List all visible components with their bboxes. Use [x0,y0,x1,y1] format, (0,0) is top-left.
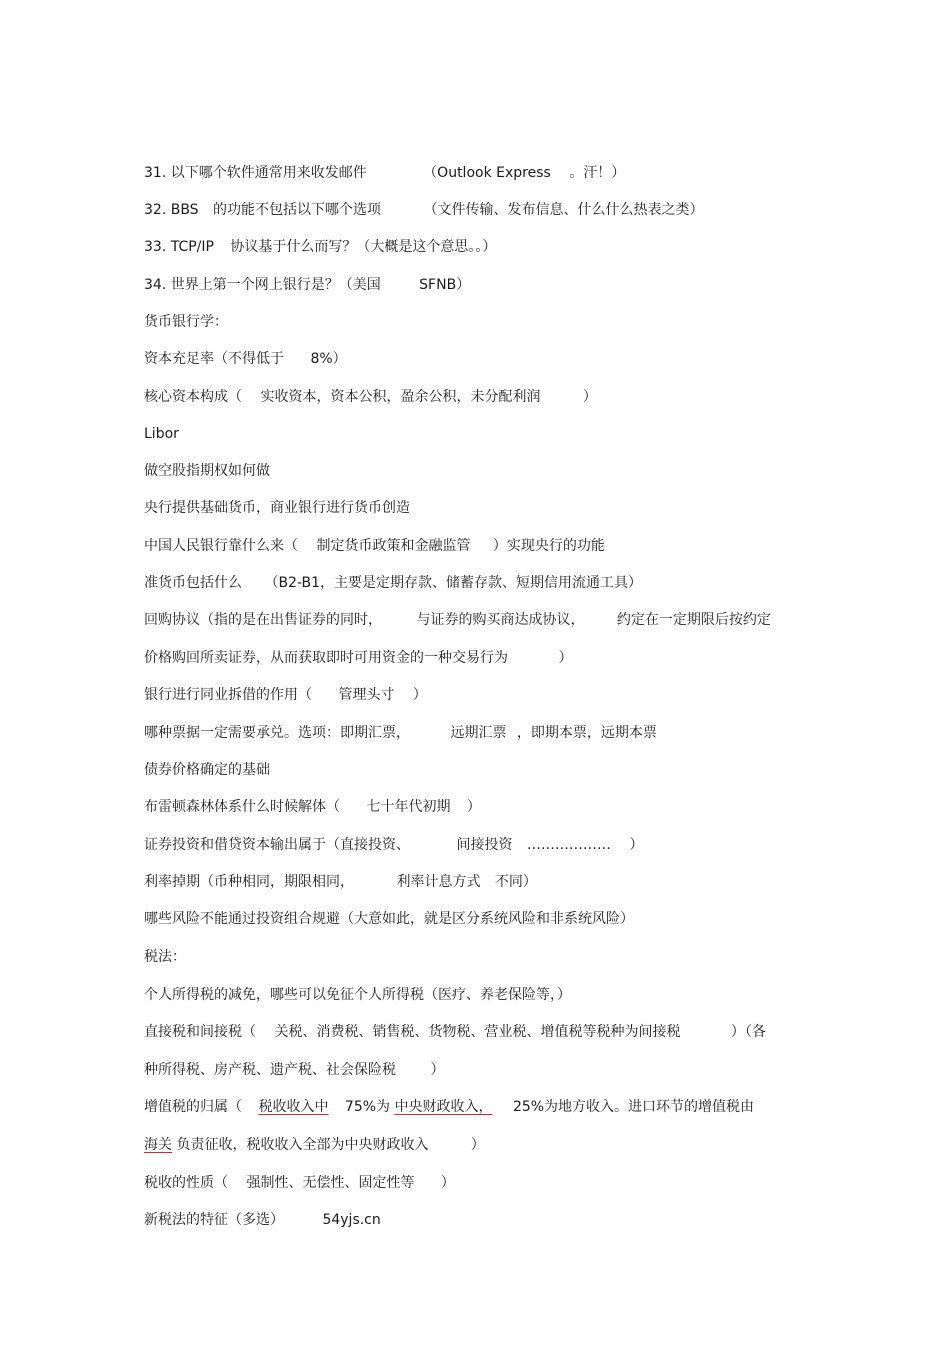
item-bretton-woods [144,796,834,818]
item-bretton-woods-answer: 七十年代初期 [366,799,451,815]
item-capital-export-text: 证券投资和借贷资本输出属于（直接投资、 [144,837,410,853]
item-direct-indirect-tax-close: ） [430,1062,445,1078]
item-systematic-risk [144,908,834,930]
item-interbank-lending-answer: 管理头寸 [338,687,395,703]
question-32 [144,199,834,221]
item-capital-adequacy [144,348,834,370]
item-interbank-lending-text: 银行进行同业拆借的作用（ [144,687,312,703]
item-acceptance-options: ，即期本票，远期本票 [516,725,657,741]
question-31-note: 。汗！） [569,165,626,181]
item-tax-nature [144,1172,834,1194]
question-34 [144,274,834,296]
section-heading-tax-law-text: 税法： [144,949,186,965]
item-repo-text-2: 与证券的购买商达成协议， [416,612,585,628]
item-pboc-function [144,535,834,557]
item-tax-nature-answer: 强制性、无偿性、固定性等 [246,1175,415,1191]
item-repo-line2 [144,647,834,669]
item-rate-swap-answer: 利率计息方式 [396,874,481,890]
item-interbank-lending-close: ） [412,687,427,703]
item-repo-line1 [144,609,834,631]
item-base-money [144,497,834,519]
item-bond-price [144,759,834,781]
item-systematic-risk-text: 哪些风险不能通过投资组合规避（大意如此，就是区分系统风险和非系统风险） [144,911,634,927]
item-capital-export-close: ） [629,837,644,853]
item-core-capital-close: ） [582,389,597,405]
item-direct-indirect-tax-answer: 关税、消费税、销售税、货物税、营业税、增值税等税种为间接税 [274,1024,681,1040]
item-direct-indirect-tax-text: 直接税和间接税（ [144,1024,256,1040]
item-vat-text-2: 负责征收，税收收入全部为中央财政收入 [176,1137,429,1153]
item-income-tax-exempt-text: 个人所得税的减免，哪些可以免征个人所得税（医疗、养老保险等，） [144,987,571,1003]
item-direct-indirect-tax-text-2: 种所得税、房产税、遗产税、社会保险税 [144,1062,396,1078]
question-32-prefix: 32. BBS [144,202,199,218]
item-rate-swap-text: 利率掉期（币种相同，期限相同， [144,874,354,890]
item-vat-underlined-2: 中央财政收入， [394,1099,493,1115]
item-repo-text-1: 回购协议（指的是在出售证券的同时， [144,612,382,628]
item-bond-price-text: 债券价格确定的基础 [144,762,270,778]
question-32-answer: （文件传输、发布信息、什么什么热表之类） [423,202,704,218]
item-core-capital [144,386,834,408]
question-31-answer: （Outlook Express [423,165,551,181]
item-core-capital-answer: 实收资本，资本公积，盈余公积，未分配利润 [260,389,541,405]
question-32-text: 的功能不包括以下哪个选项 [213,202,382,218]
item-tax-nature-close: ） [440,1175,455,1191]
item-quasi-money-text: 准货币包括什么 [144,575,242,591]
question-31-text: 31. 以下哪个软件通常用来收发邮件 [144,165,367,181]
item-repo-close: ） [558,650,573,666]
item-capital-export-answer: 间接投资 [456,837,513,853]
item-new-tax-law [144,1209,834,1231]
item-vat-underlined-customs: 海关 [144,1137,172,1153]
item-capital-adequacy-answer: 8%） [310,351,347,367]
item-direct-indirect-tax-line1 [144,1021,834,1043]
item-libor [144,423,834,445]
item-vat-percent-local: 25%为地方收入。进口环节的增值税由 [512,1099,755,1115]
section-heading-banking-text: 货币银行学： [144,314,228,330]
item-capital-export-ellipsis: ……………… [526,837,611,853]
item-core-capital-text: 核心资本构成（ [144,389,242,405]
item-libor-text: Libor [144,426,179,442]
item-vat-line1 [144,1096,834,1118]
item-new-tax-law-text: 新税法的特征（多选） [144,1212,284,1228]
item-vat-percent-central: 75%为 [344,1099,391,1115]
item-pboc-function-answer: 制定货币政策和金融监管 [316,538,471,554]
section-heading-banking [144,311,834,333]
item-bretton-woods-text: 布雷顿森林体系什么时候解体（ [144,799,340,815]
item-rate-swap [144,871,834,893]
item-quasi-money [144,572,834,594]
item-rate-swap-tail: 不同） [494,874,537,890]
item-base-money-text: 央行提供基础货币，商业银行进行货币创造 [144,500,410,516]
item-short-index-option-text: 做空股指期权如何做 [144,463,270,479]
item-pboc-function-text: 中国人民银行靠什么来（ [144,538,298,554]
source-watermark: 54yjs.cn [322,1212,381,1228]
item-direct-indirect-tax-tail: ）（各 [730,1024,766,1040]
item-quasi-money-answer: （B2-B1，主要是定期存款、储蓄存款、短期信用流通工具） [264,575,643,591]
item-acceptance-text: 哪种票据一定需要承兑。选项：即期汇票， [144,725,410,741]
item-short-index-option [144,460,834,482]
question-34-answer: SFNB） [419,277,471,293]
item-tax-nature-text: 税收的性质（ [144,1175,228,1191]
item-bretton-woods-close: ） [466,799,481,815]
item-capital-adequacy-text: 资本充足率（不得低于 [144,351,284,367]
item-acceptance-answer: 远期汇票 [450,725,507,741]
question-33-text: 协议基于什么而写？（大概是这个意思。。） [230,239,497,255]
item-interbank-lending [144,684,834,706]
item-vat-line2 [144,1134,834,1156]
item-repo-text-3: 约定在一定期限后按约定 [616,612,771,628]
section-heading-tax-law [144,946,834,968]
item-vat-underlined-1: 税收收入中 [258,1099,329,1115]
item-pboc-function-tail: ）实现央行的功能 [492,538,605,554]
question-33-prefix: 33. TCP/IP [144,239,214,255]
item-acceptance [144,722,834,744]
question-34-text: 34. 世界上第一个网上银行是？（美国 [144,277,381,293]
item-direct-indirect-tax-line2 [144,1059,834,1081]
item-income-tax-exempt [144,984,834,1006]
item-repo-text-4: 价格购回所卖证券，从而获取即时可用资金的一种交易行为 [144,650,508,666]
question-31 [144,162,834,184]
question-33 [144,236,834,258]
item-vat-close: ） [470,1137,485,1153]
item-vat-text: 增值税的归属（ [144,1099,242,1115]
item-capital-export [144,834,834,856]
